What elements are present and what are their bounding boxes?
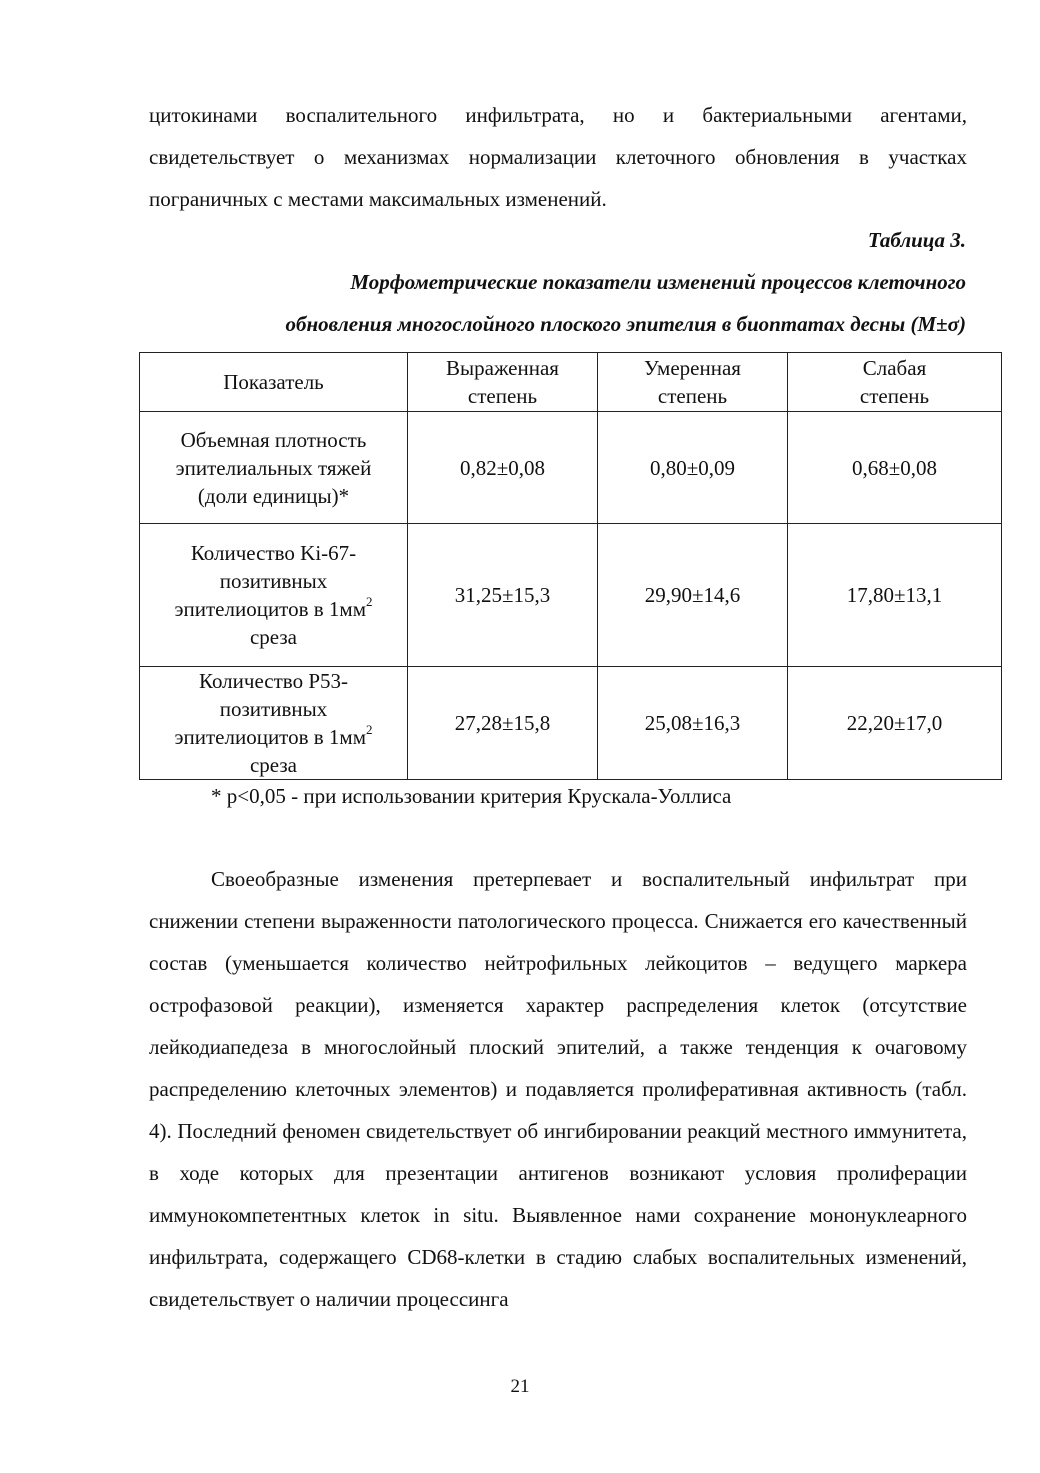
page-number: 21 [510,1376,530,1397]
value-cell: 29,90±14,6 [598,524,788,667]
value-cell: 31,25±15,3 [408,524,598,667]
data-table [139,352,1002,780]
top-paragraph: цитокинами воспалительного инфильтрата, но и бактериальными агентами, свидетельствует о механизмах нормализации клеточного обновления в участках пограничных с местами максимальных изменений. [149,103,967,211]
table-number: Таблица 3. [867,228,966,252]
table-row [140,524,1002,667]
bottom-paragraph: Своеобразные изменения претерпевает и воспалительный инфильтрат при снижении степени выраженности патологического процесса. Снижается его качественный состав (уменьшается количество нейтрофильных лейкоцитов – ведущего маркера острофазовой реакции), изменяется характер распределения клеток (отсутствие лейкодиапедеза в многослойный плоский эпителий, а также тенденция к очаговому распределению клеточных элементов) и подавляется пролиферативная активность (табл. 4). Последний феномен свидетельствует об ингибировании реакций местного иммунитета, в ходе которых для презентации антигенов возникают условия пролиферации иммунокомпетентных клеток in situ. Выявленное нами сохранение мононуклеарного инфильтрата, содержащего CD68-клетки в стадию слабых воспалительных изменений, свидетельствует о наличии процессинга [149,867,967,1311]
table-row [140,667,1002,780]
value-cell: 27,28±15,8 [408,667,598,780]
row-label: Объемная плотность эпителиальных тяжей (доли единицы)* [140,412,408,524]
row-label: Количество P53- позитивных эпителиоцитов в $1мм^2$ среза [140,667,408,780]
table-footnote: * p<0,05 - при использовании критерия Крускала-Уоллиса [211,784,732,808]
superscript: 2 [366,594,373,609]
table-row [140,412,1002,524]
table-title-line-1: Морфометрические показатели изменений процессов клеточного [350,270,966,294]
header-mild: Слабая степень [788,353,1002,412]
superscript: 2 [366,722,373,737]
value-cell: 17,80±13,1 [788,524,1002,667]
value-cell: 0,80±0,09 [598,412,788,524]
header-moderate: Умеренная степень [598,353,788,412]
header-indicator: Показатель [140,353,408,412]
row-label: Количество Ki-67- позитивных эпителиоцитов в $1мм^2$ среза [140,524,408,667]
value-cell: 0,68±0,08 [788,412,1002,524]
value-cell: 25,08±16,3 [598,667,788,780]
value-cell: 22,20±17,0 [788,667,1002,780]
value-cell: 0,82±0,08 [408,412,598,524]
table-header-row [140,353,1002,412]
header-severe: Выраженная степень [408,353,598,412]
table-title-line-2: обновления многослойного плоского эпителия в биоптатах десны (M±σ) [285,312,966,336]
